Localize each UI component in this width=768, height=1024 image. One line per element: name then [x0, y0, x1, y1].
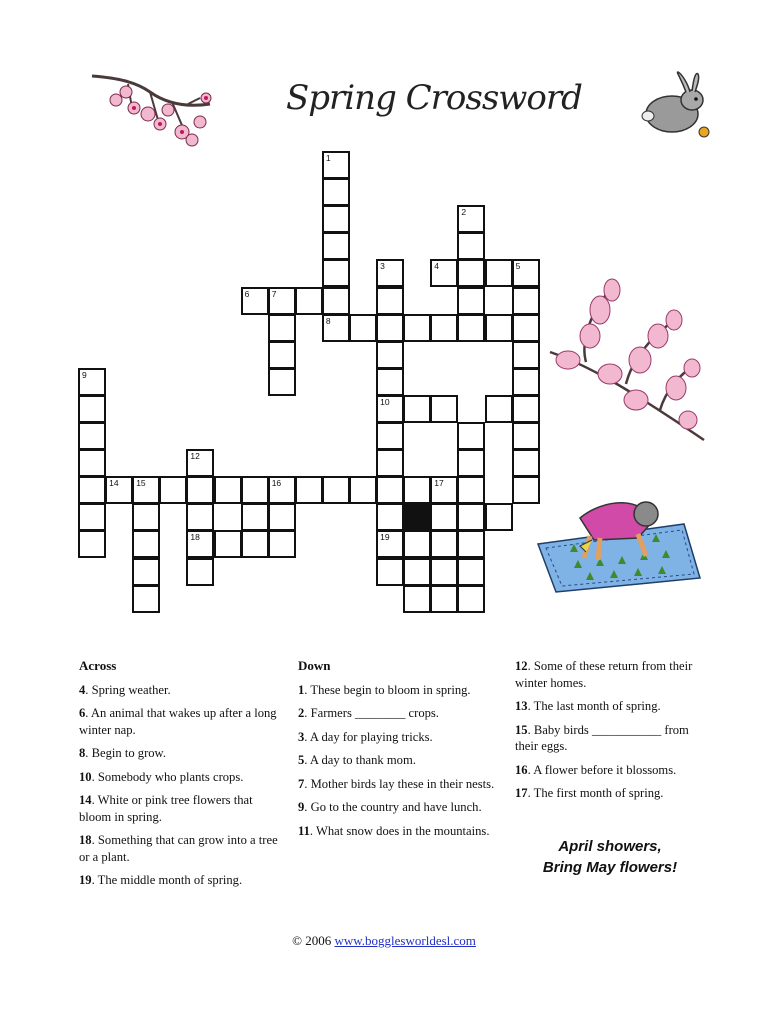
grid-cell[interactable] — [457, 449, 485, 477]
grid-cell[interactable] — [78, 476, 106, 504]
clue-item: 5. A day to thank mom. — [298, 753, 416, 767]
grid-cell[interactable] — [430, 259, 458, 287]
grid-cell[interactable] — [457, 585, 485, 613]
cell-number: 4 — [434, 261, 440, 272]
cherry-blossom-branch-icon — [88, 68, 218, 154]
grid-cell[interactable] — [268, 368, 296, 396]
clue-number: 3 — [298, 729, 305, 744]
grid-cell[interactable] — [430, 476, 458, 504]
grid-cell[interactable] — [78, 395, 106, 423]
copyright-text: © 2006 — [292, 933, 332, 948]
grid-cell[interactable] — [186, 503, 214, 531]
clue-number: 14 — [79, 793, 92, 807]
cell-number: 1 — [325, 153, 331, 163]
clue-item: 2. Farmers ________ crops. — [298, 706, 439, 720]
grid-cell[interactable] — [403, 585, 431, 613]
clue-number: 11 — [298, 823, 310, 838]
grid-cell[interactable] — [268, 503, 296, 531]
cell-number: 15 — [136, 478, 146, 489]
cell-number: 18 — [190, 532, 200, 543]
grid-cell[interactable] — [457, 259, 485, 287]
grid-cell[interactable] — [132, 503, 160, 531]
grid-cell[interactable] — [485, 259, 513, 287]
clue-text: Baby birds ___________ from their eggs. — [515, 722, 689, 753]
clue-text: The last month of spring. — [533, 699, 661, 713]
grid-cell[interactable] — [78, 449, 106, 477]
grid-cell[interactable] — [322, 314, 350, 342]
clue-text: The first month of spring. — [533, 786, 664, 800]
grid-cell[interactable] — [430, 395, 458, 423]
across-clue-list — [79, 682, 279, 889]
clue-text: A flower before it blossoms. — [533, 762, 677, 777]
grid-cell[interactable] — [512, 449, 540, 477]
grid-cell[interactable] — [78, 368, 106, 396]
cell-number: 9 — [82, 369, 87, 380]
clue-item: 7. Mother birds lay these in their nests. — [298, 776, 495, 791]
grid-cell[interactable] — [105, 476, 133, 504]
grid-cell[interactable] — [457, 205, 485, 233]
grid-cell[interactable] — [376, 395, 404, 423]
grid-cell[interactable] — [430, 585, 458, 613]
grid-cell[interactable] — [430, 503, 458, 531]
grid-cell[interactable] — [430, 530, 458, 558]
grid-cell[interactable] — [457, 422, 485, 450]
grid-cell[interactable] — [78, 530, 106, 558]
clue-number: 12 — [515, 659, 528, 673]
clue-number: 4 — [79, 682, 86, 697]
grid-cell[interactable] — [132, 558, 160, 586]
grid-cell[interactable] — [186, 449, 214, 477]
clue-text: These begin to bloom in spring. — [310, 682, 471, 697]
clue-number: 15 — [515, 722, 528, 737]
grid-cell[interactable] — [512, 259, 540, 287]
clue-number: 19 — [79, 873, 92, 887]
grid-cell[interactable] — [457, 287, 485, 315]
clue-number: 7 — [298, 776, 305, 791]
website-link[interactable]: www.bogglesworldesl.com — [334, 933, 476, 948]
grid-cell[interactable] — [512, 422, 540, 450]
cell-number: 5 — [515, 261, 521, 272]
clue-item: 11. What snow does in the mountains. — [298, 823, 490, 838]
grid-cell[interactable] — [403, 558, 431, 586]
cell-number: 7 — [271, 288, 277, 299]
grid-cell[interactable] — [512, 368, 540, 396]
clue-number: 13 — [515, 699, 528, 713]
clue-item: 19. The middle month of spring. — [79, 873, 243, 887]
grid-cell[interactable] — [512, 314, 540, 342]
grid-cell[interactable] — [403, 314, 431, 342]
grid-cell-blocked — [403, 503, 431, 531]
grid-cell[interactable] — [376, 287, 404, 315]
across-clues — [79, 658, 279, 896]
clue-text: Farmers ________ crops. — [310, 706, 439, 720]
grid-cell[interactable] — [376, 368, 404, 396]
grid-cell[interactable] — [241, 530, 269, 558]
worksheet-title: Spring Crossword — [286, 78, 582, 118]
clue-item: 18. Something that can grow into a tree or a plant. — [79, 833, 278, 864]
grid-cell[interactable] — [132, 476, 160, 504]
clue-text: Something that can grow into a tree or a plant. — [79, 833, 278, 864]
grid-cell[interactable] — [214, 476, 242, 504]
grid-cell[interactable] — [322, 259, 350, 287]
clue-text: What snow does in the mountains. — [315, 823, 490, 838]
grid-cell[interactable] — [186, 530, 214, 558]
grid-cell[interactable] — [241, 287, 269, 315]
grid-cell[interactable] — [512, 341, 540, 369]
grid-cell[interactable] — [457, 232, 485, 260]
grid-cell[interactable] — [376, 422, 404, 450]
grid-cell[interactable] — [78, 422, 106, 450]
clue-item: 8. Begin to grow. — [79, 746, 166, 760]
grid-cell[interactable] — [376, 341, 404, 369]
grid-cell[interactable] — [376, 449, 404, 477]
down-clue-list — [298, 682, 508, 840]
grid-cell[interactable] — [403, 395, 431, 423]
cell-number: 19 — [380, 532, 390, 543]
clue-item: 10. Somebody who plants crops. — [79, 769, 244, 784]
clue-text: The middle month of spring. — [97, 873, 243, 887]
clue-item: 16. A flower before it blossoms. — [515, 762, 677, 777]
cell-number: 16 — [271, 478, 282, 489]
grid-cell[interactable] — [485, 314, 513, 342]
grid-cell[interactable] — [457, 503, 485, 531]
clue-item: 3. A day for playing tricks. — [298, 729, 433, 744]
grid-cell[interactable] — [78, 503, 106, 531]
grid-cell[interactable] — [457, 314, 485, 342]
grid-cell[interactable] — [295, 287, 323, 315]
rabbit-icon — [634, 70, 714, 144]
clue-text: Go to the country and have lunch. — [310, 800, 482, 814]
grid-cell[interactable] — [457, 558, 485, 586]
clue-text: A day to thank mom. — [309, 753, 416, 767]
grid-cell[interactable] — [132, 530, 160, 558]
grid-cell[interactable] — [268, 287, 296, 315]
cell-number: 6 — [244, 288, 250, 299]
motto-line-2: Bring May flowers! — [542, 859, 678, 876]
clue-number: 8 — [79, 746, 86, 760]
clue-number: 18 — [79, 833, 92, 847]
clue-text: Some of these return from their winter homes. — [515, 659, 693, 690]
grid-cell[interactable] — [376, 314, 404, 342]
clue-number: 6 — [79, 706, 86, 720]
grid-cell[interactable] — [241, 503, 269, 531]
clue-text: Mother birds lay these in their nests. — [310, 776, 495, 791]
clue-number: 17 — [515, 786, 528, 800]
grid-cell[interactable] — [268, 530, 296, 558]
grid-cell[interactable] — [132, 585, 160, 613]
cell-number: 14 — [109, 478, 119, 489]
clue-number: 10 — [79, 769, 92, 784]
cell-number: 17 — [434, 478, 444, 489]
down-clues-continued — [515, 658, 711, 809]
clue-item: 9. Go to the country and have lunch. — [298, 800, 482, 814]
clue-item: 1. These begin to bloom in spring. — [298, 682, 471, 697]
grid-cell[interactable] — [485, 503, 513, 531]
grid-cell[interactable] — [485, 395, 513, 423]
clue-number: 16 — [515, 762, 528, 777]
grid-cell[interactable] — [430, 558, 458, 586]
clue-text: Begin to grow. — [91, 746, 166, 760]
grid-cell[interactable] — [159, 476, 187, 504]
grid-cell[interactable] — [512, 395, 540, 423]
cell-number: 8 — [325, 315, 331, 326]
grid-cell[interactable] — [457, 476, 485, 504]
spring-motto — [512, 836, 708, 878]
cell-number: 2 — [461, 207, 467, 218]
grid-cell[interactable] — [241, 476, 269, 504]
grid-cell[interactable] — [349, 314, 377, 342]
clue-item: 17. The first month of spring. — [515, 786, 664, 800]
clue-text: White or pink tree flowers that bloom in spring. — [79, 793, 253, 824]
clue-text: A day for playing tricks. — [309, 729, 433, 744]
grid-cell[interactable] — [403, 476, 431, 504]
grid-cell[interactable] — [403, 530, 431, 558]
grid-cell[interactable] — [376, 259, 404, 287]
blossom-spray-icon — [540, 270, 710, 448]
grid-cell[interactable] — [322, 205, 350, 233]
clue-text: An animal that wakes up after a long winter nap. — [79, 706, 277, 737]
clue-number: 5 — [298, 753, 305, 767]
grid-cell[interactable] — [376, 530, 404, 558]
grid-cell[interactable] — [512, 287, 540, 315]
clue-number: 9 — [298, 800, 305, 814]
clue-number: 1 — [298, 682, 305, 697]
grid-cell[interactable] — [322, 151, 350, 179]
clue-item: 14. White or pink tree flowers that bloom in spring. — [79, 793, 253, 824]
down-clues — [298, 658, 508, 846]
footer — [0, 933, 768, 949]
down-clue-list-continued — [515, 658, 711, 802]
clue-item: 6. An animal that wakes up after a long winter nap. — [79, 706, 277, 737]
clue-number: 2 — [298, 706, 305, 720]
grid-cell[interactable] — [349, 476, 377, 504]
grid-cell[interactable] — [430, 314, 458, 342]
grid-cell[interactable] — [186, 558, 214, 586]
motto-line-1: April showers, — [558, 838, 662, 855]
grid-cell[interactable] — [376, 558, 404, 586]
cell-number: 3 — [380, 261, 385, 272]
clue-item: 4. Spring weather. — [79, 682, 171, 697]
clue-item: 15. Baby birds ___________ from their eggs. — [515, 722, 689, 753]
grid-cell[interactable] — [268, 341, 296, 369]
grid-cell[interactable] — [376, 503, 404, 531]
cell-number: 10 — [380, 396, 390, 407]
grid-cell[interactable] — [214, 530, 242, 558]
grid-cell[interactable] — [268, 314, 296, 342]
grid-cell[interactable] — [457, 530, 485, 558]
grid-cell[interactable] — [322, 476, 350, 504]
grid-cell[interactable] — [295, 476, 323, 504]
gardener-planting-icon — [534, 488, 704, 596]
down-heading: Down — [298, 658, 331, 673]
grid-cell[interactable] — [186, 476, 214, 504]
across-heading: Across — [79, 658, 117, 673]
cell-number: 12 — [190, 451, 200, 462]
grid-cell[interactable] — [322, 287, 350, 315]
clue-item: 12. Some of these return from their winter homes. — [515, 659, 693, 690]
clue-text: Somebody who plants crops. — [97, 769, 244, 784]
grid-cell[interactable] — [376, 476, 404, 504]
grid-cell[interactable] — [322, 178, 350, 206]
grid-cell[interactable] — [322, 232, 350, 260]
grid-cell[interactable] — [268, 476, 296, 504]
clue-item: 13. The last month of spring. — [515, 699, 661, 713]
clue-text: Spring weather. — [91, 682, 171, 697]
